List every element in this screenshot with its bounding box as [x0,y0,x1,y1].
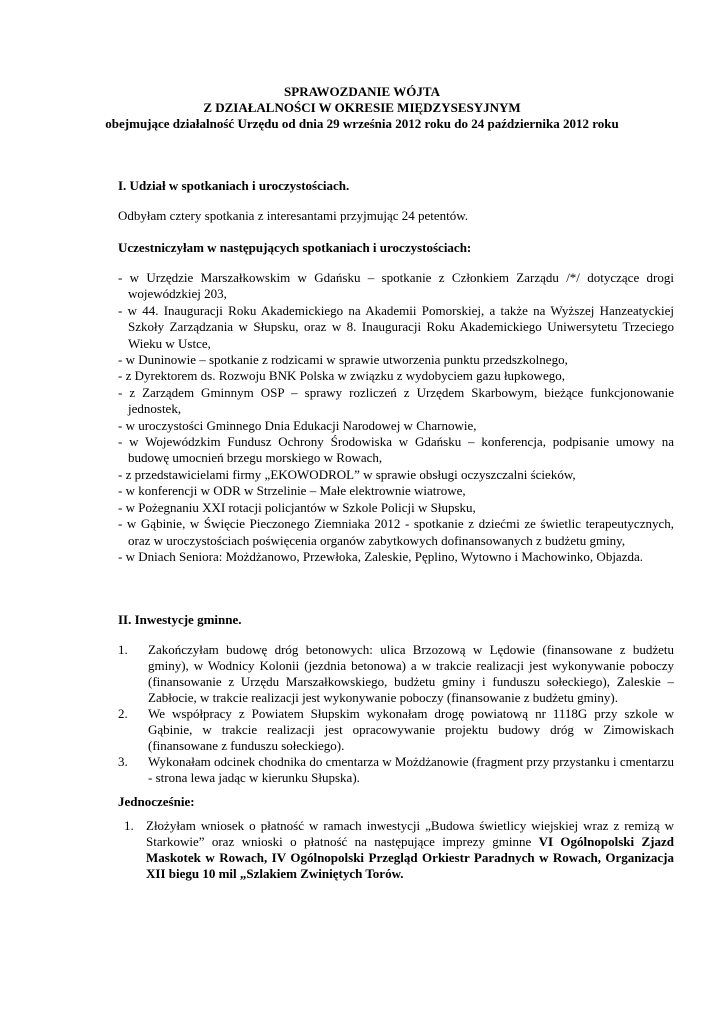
list-item: - w Wojewódzkim Fundusz Ochrony Środowiska w Gdańsku – konferencja, podpisanie umowy na budowę umocnień brzegu morskiego w Rowach, [118,434,674,466]
list-item: - w Dniach Seniora: Możdżanowo, Przewłoka, Zaleskie, Pęplino, Wytowno i Machowinko, Objazda. [118,548,643,564]
list-item [118,706,674,754]
investments-list [118,642,674,786]
list-item: - z Dyrektorem ds. Rozwoju BNK Polska w związku z wydobyciem gazu łupkowego, [118,368,565,384]
section1-subheading: Uczestniczyłam w następujących spotkaniach i uroczystościach: [118,240,472,255]
section2-heading: II. Inwestycje gminne. [118,612,242,627]
list-item: - w Pożegnaniu XXI rotacji policjantów w Szkole Policji w Słupsku, [118,499,476,515]
item-number: 3. [118,754,128,769]
list-item: - w Gąbinie, w Święcie Pieczonego Ziemniaka 2012 - spotkanie z dziećmi ze świetlic terapeutycznych, oraz w uroczystościach poświęcenia organów zabytkowych dofinansowanych z budżetu gminy, [118,516,674,548]
list-item [118,642,674,706]
item-text: Złożyłam wniosek o płatność w ramach inwestycji „Budowa świetlicy wiejskiej wraz z remizą w Starkowie” oraz wnioski o płatność na następujące imprezy gminne [146,818,674,849]
simultaneously-heading: Jednocześnie: [118,794,195,809]
item-text-bold: VI Ogólnopolski Zjazd Maskotek w Rowach, IV Ogólnopolski Przegląd Orkiestr Paradnych w Rowach, Organizacja XII biegu 10 mil „Szlakiem Zwiniętych Torów. [146,834,674,881]
list-item: - w uroczystości Gminnego Dnia Edukacji Narodowej w Charnowie, [118,417,477,433]
list-item: - w konferencji w ODR w Strzelinie – Małe elektrownie wiatrowe, [118,483,466,499]
list-item: - z Zarządem Gminnym OSP – sprawy rozliczeń z Urzędem Skarbowym, bieżące funkcjonowanie jednostek, [118,384,674,417]
report-title: SPRAWOZDANIE WÓJTA [284,84,440,99]
list-item: - w 44. Inauguracji Roku Akademickiego na Akademii Pomorskiej, a także na Wyższej Hanzeatyckiej Szkoły Zarządzania w Słupsku, oraz w 8. Inauguracji Roku Akademickiego Uniwersytetu Trzeciego Wieku w Ustce, [118,302,674,351]
payment-applications-list [118,818,674,882]
list-item: - w Duninowie – spotkanie z rodzicami w sprawie utworzenia punktu przedszkolnego, [118,352,568,368]
item-number: 2. [118,706,128,721]
meetings-list [118,270,674,565]
section1-heading: I. Udział w spotkaniach i uroczystościach. [118,178,350,193]
list-item [118,818,674,882]
section1-intro: Odbyłam cztery spotkania z interesantami przyjmując 24 petentów. [118,208,469,223]
list-item: - z przedstawicielami firmy „EKOWODROL” w sprawie obsługi oczyszczalni ścieków, [118,466,576,482]
report-period: obejmujące działalność Urzędu od dnia 29 września 2012 roku do 24 października 2012 roku [105,116,619,131]
item-number: 1. [124,818,134,833]
item-number: 1. [118,642,128,657]
item-text: We współpracy z Powiatem Słupskim wykonałam drogę powiatową nr 1118G przy szkole w Gąbinie, w trakcie realizacji jest opracowywanie projektu budowy dróg w Zimowiskach (finansowane z funduszu sołeckiego). [148,706,674,753]
item-text: Zakończyłam budowę dróg betonowych: ulica Brzozową w Lędowie (finansowane z budżetu gminy), w Wodnicy Kolonii (jezdnia betonowa) a w trakcie realizacji jest wykonywanie poboczy (finansowanie z Urzędu Marszałkowskiego, budżetu gminy i funduszu sołeckiego), Zaleskie – Zabłocie, w trakcie realizacji jest wykonywanie poboczy (finansowanie z budżetu gminy). [148,642,674,705]
report-subtitle: Z DZIAŁALNOŚCI W OKRESIE MIĘDZYSESYJNYM [203,100,521,115]
list-item [118,754,674,786]
list-item: - w Urzędzie Marszałkowskim w Gdańsku – spotkanie z Członkiem Zarządu /*/ dotyczące drogi wojewódzkiej 203, [118,270,674,302]
item-text: Wykonałam odcinek chodnika do cmentarza w Możdżanowie (fragment przy przystanku i cmentarzu - strona lewa jadąc w kierunku Słupska). [148,754,674,785]
